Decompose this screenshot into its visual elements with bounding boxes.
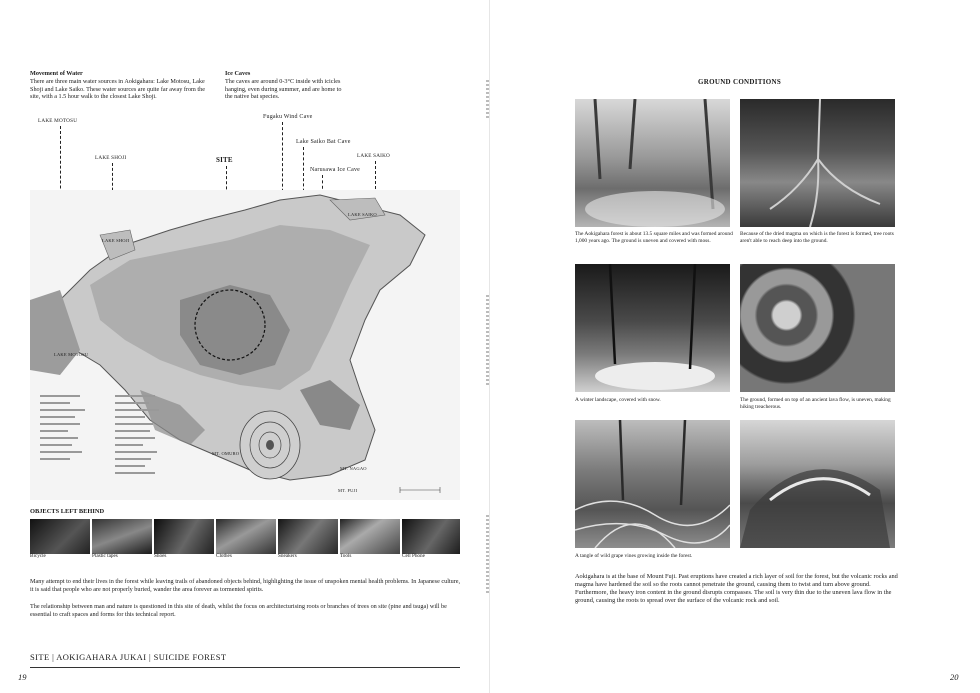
map-label-mt-omuro: MT. OMURO <box>212 451 240 456</box>
photo-winter-landscape <box>575 264 730 392</box>
object-photo-clothes <box>216 519 276 554</box>
photo-tree-roots <box>740 99 895 227</box>
label-fugaku: Fugaku Wind Cave <box>263 114 313 120</box>
object-photo-sneakers <box>278 519 338 554</box>
ground-conditions-body: Aokigahara is at the base of Mount Fuji. Past eruptions have created a rich layer of soil for the forest, but the volcanic rocks and magma have hardened the soil so the roots cannot penetrate the ground, causing them to twist and turn above ground. Furthermore, the heavy iron content in the ground disrupts compasses. The soil is very thin due to the uneven lava flow in the ground, causing the roots to spread over the surface of the volcanic rock and soil. <box>575 573 898 604</box>
label-narusawa: Narusawa Ice Cave <box>310 167 361 173</box>
water-heading: Movement of Water <box>30 70 83 77</box>
photo-roots-graphic <box>740 99 895 227</box>
map-label-mt-nagao: MT. NAGAO <box>340 466 367 471</box>
caption-2: Because of the dried magma on which is the forest is formed, tree roots aren't able to reach deep into the ground. <box>740 231 894 244</box>
photo-trees-graphic <box>575 99 730 227</box>
caption-5: A tangle of wild grape vines growing inside the forest. <box>575 553 693 559</box>
map-label-mt-fuji: MT. FUJI <box>338 488 358 493</box>
footer-title: SITE | AOKIGAHARA JUKAI | SUICIDE FOREST <box>30 652 227 662</box>
label-lake-saiko: LAKE SAIKO <box>357 153 390 159</box>
objects-heading: OBJECTS LEFT BEHIND <box>30 508 105 515</box>
caption-1: The Aokigahara forest is about 13.5 square miles and was formed around 1,000 years ago. The ground is uneven and covered with moss. <box>575 231 733 244</box>
photo-fallen-graphic <box>740 420 895 548</box>
map-label-lake-saiko: LAKE SAIKO <box>348 212 377 217</box>
site-map-drawing <box>30 190 460 500</box>
map-label-lake-shoji: LAKE SHOJI <box>102 238 130 243</box>
label-lake-motosu: LAKE MOTOSU <box>38 118 78 124</box>
photo-mossy-forest-floor <box>575 99 730 227</box>
photo-fallen-roots <box>740 420 895 548</box>
right-page <box>490 0 980 693</box>
objects-strip <box>30 519 460 554</box>
paragraph-objects: Many attempt to end their lives in the forest while leaving trails of abandoned objects behind, highlighting the issue of unspoken mental health problems. In Japanese culture, it is said that people who are not properly buried, wander the area forever as tormented spirits. <box>30 578 461 593</box>
object-caption: Plastic tapes <box>92 553 118 559</box>
paragraph-relationship: The relationship between man and nature is questioned in this site of death, whilst the focus on architecturising roots or branches of trees on site (pine and tsuga) will be essential to craft spaces and forms for this technical report. <box>30 603 447 618</box>
map-label-lake-motosu: LAKE MOTOSU <box>54 352 89 357</box>
object-photo-shoes <box>154 519 214 554</box>
object-caption: Cell Phone <box>402 553 425 559</box>
photo-grape-vines <box>575 420 730 548</box>
object-photo-plastic-tapes <box>92 519 152 554</box>
photo-lava-ground <box>740 264 895 392</box>
water-body: There are three main water sources in Aokigahara: Lake Motosu, Lake Shoji and Lake Saiko. These water sources are quite far away from the site, with a 1.5 hour walk to the closest Lake Shoji. <box>30 78 205 101</box>
page-number-right: 20 <box>950 672 959 682</box>
photo-snow-graphic <box>575 264 730 392</box>
caves-body: The caves are around 0-3°C inside with icicles hanging, even during summer, and are home to the native bat species. <box>225 78 342 101</box>
label-bat-cave: Lake Saiko Bat Cave <box>296 139 351 145</box>
label-lake-shoji: LAKE SHOJI <box>95 155 127 161</box>
label-site: SITE <box>216 156 233 164</box>
object-photo-cell-phone <box>402 519 460 554</box>
caves-heading: Ice Caves <box>225 70 251 77</box>
object-caption: Shoes <box>154 553 167 559</box>
photo-vines-graphic <box>575 420 730 548</box>
object-caption: Sneakers <box>278 553 297 559</box>
object-photo-bicycle <box>30 519 90 554</box>
footer-rule <box>30 667 460 668</box>
object-caption: Clothes <box>216 553 232 559</box>
caption-4: The ground, formed on top of an ancient lava flow, is uneven, making hiking treacherous. <box>740 397 891 410</box>
object-caption: Tools <box>340 553 352 559</box>
object-photo-tools <box>340 519 400 554</box>
object-caption: Bicycle <box>30 553 46 559</box>
site-map <box>30 190 460 500</box>
ground-conditions-heading: GROUND CONDITIONS <box>698 78 782 86</box>
page-number-left: 19 <box>18 672 27 682</box>
caption-3: A winter landscape, covered with snow. <box>575 397 661 403</box>
